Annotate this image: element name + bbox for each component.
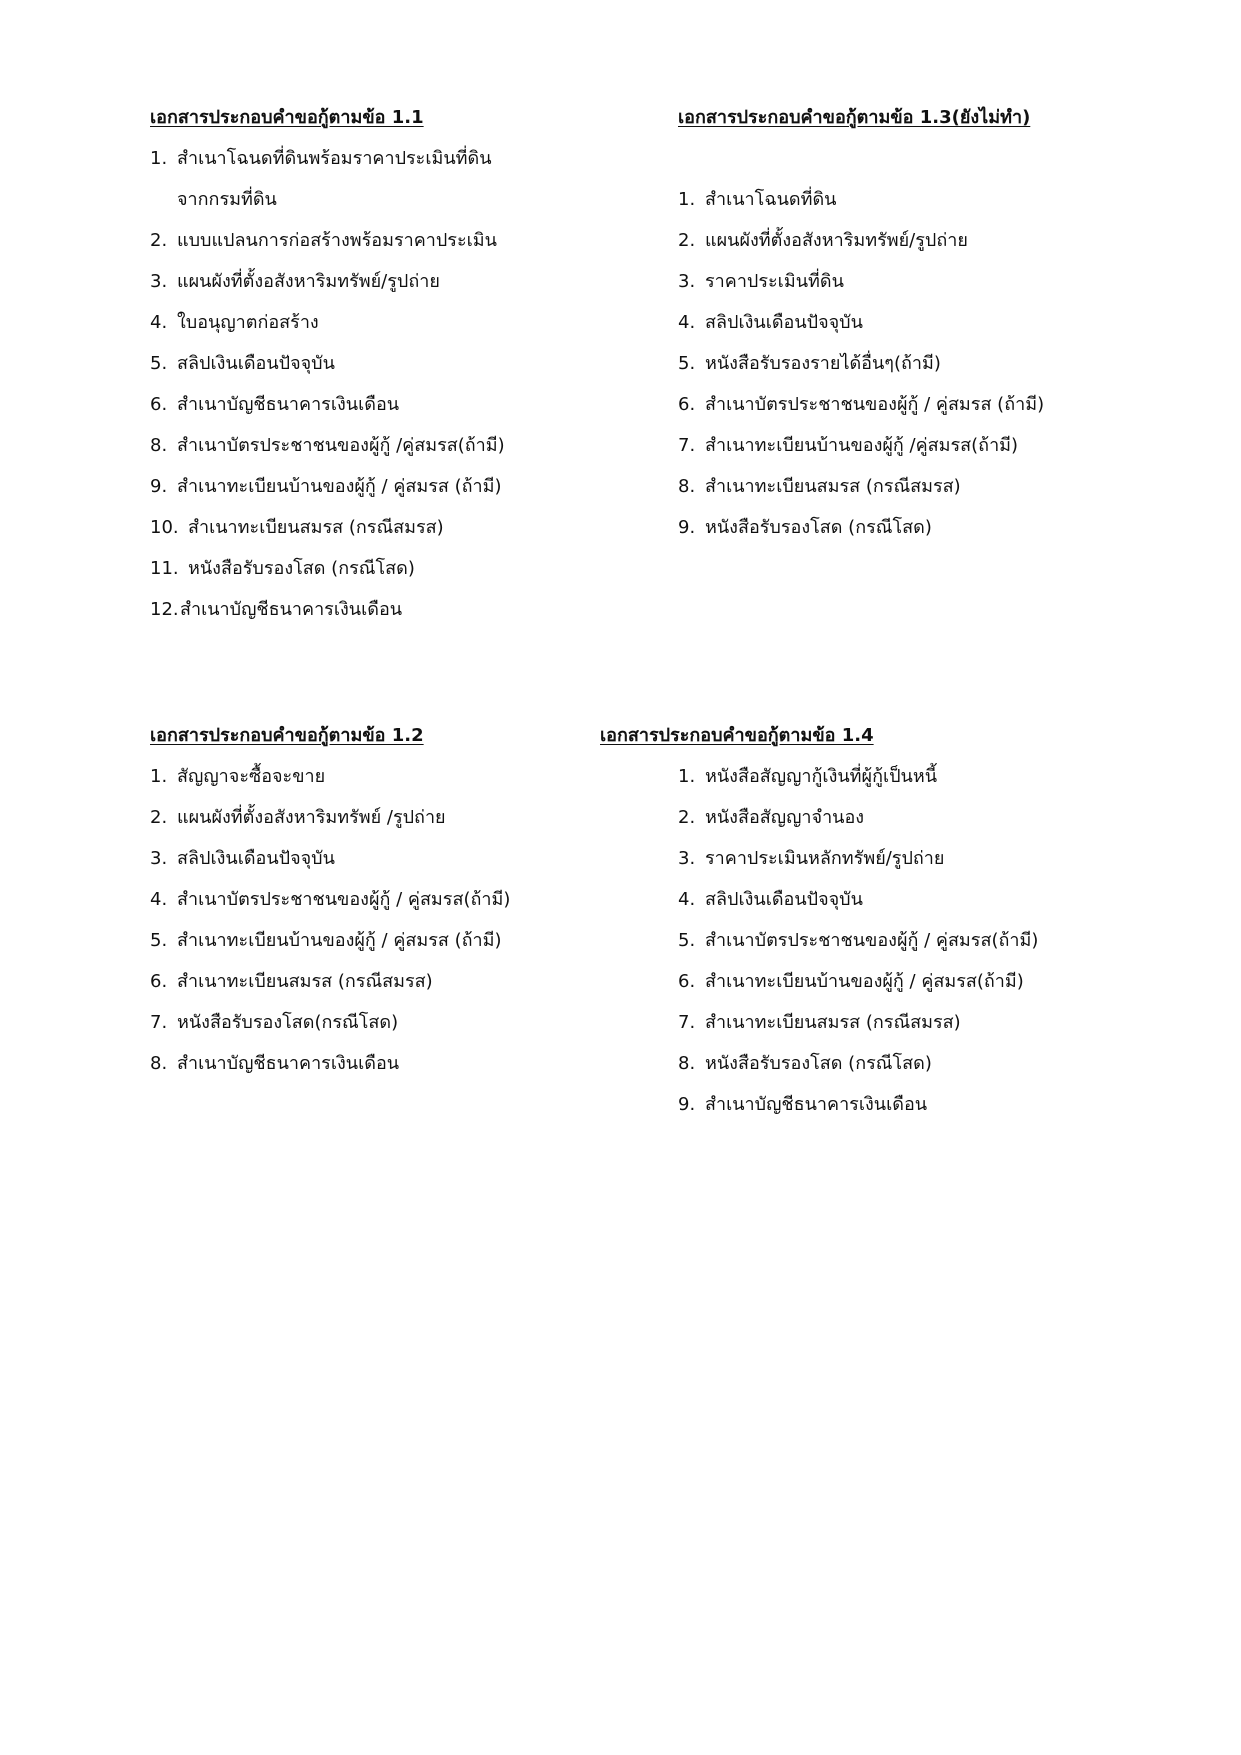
- item-number: 3.: [150, 848, 168, 869]
- item-number: 8.: [150, 1053, 168, 1074]
- item-number: 4.: [678, 312, 696, 333]
- item-text: หนังสือรับรองโสด (กรณีโสด): [705, 1053, 932, 1074]
- item-number: 2.: [678, 807, 696, 828]
- list-item: [678, 516, 1044, 557]
- item-text: หนังสือรับรองโสด(กรณีโสด): [177, 1012, 399, 1033]
- item-text: แผนผังที่ตั้งอสังหาริมทรัพย์ /รูปถ่าย: [177, 807, 446, 828]
- section-1-2-list: [150, 765, 510, 1093]
- item-text: สลิปเงินเดือนปัจจุบัน: [705, 889, 863, 910]
- section-1-4-title: เอกสารประกอบคำขอกู้ตามข้อ 1.4: [600, 725, 874, 746]
- item-text: หนังสือรับรองโสด (กรณีโสด): [188, 558, 415, 579]
- list-item: [150, 516, 505, 557]
- list-item: [150, 557, 505, 598]
- list-item: [150, 229, 505, 270]
- section-1-1-title: เอกสารประกอบคำขอกู้ตามข้อ 1.1: [150, 107, 424, 128]
- list-item: [150, 311, 505, 352]
- list-item: [678, 393, 1044, 434]
- list-item: [150, 1052, 510, 1093]
- item-text: สำเนาทะเบียนบ้านของผู้กู้ / คู่สมรส(ถ้ามี): [705, 971, 1024, 992]
- list-item: [678, 311, 1044, 352]
- list-item: [678, 929, 1038, 970]
- item-text: แผนผังที่ตั้งอสังหาริมทรัพย์/รูปถ่าย: [705, 230, 968, 251]
- item-number: 7.: [678, 435, 696, 456]
- item-number: 9.: [678, 1094, 696, 1115]
- item-number: 2.: [150, 807, 168, 828]
- list-item: [150, 888, 510, 929]
- item-text: สำเนาบัญชีธนาคารเงินเดือน: [177, 1053, 400, 1074]
- list-item: [150, 598, 505, 639]
- item-text: สลิปเงินเดือนปัจจุบัน: [177, 353, 335, 374]
- item-text: สำเนาโฉนดที่ดินพร้อมราคาประเมินที่ดิน: [177, 148, 492, 169]
- item-text: สำเนาทะเบียนสมรส (กรณีสมรส): [177, 971, 433, 992]
- item-number: 4.: [150, 889, 168, 910]
- item-number: 1.: [150, 148, 168, 169]
- item-number: 3.: [150, 271, 168, 292]
- section-1-3-title: เอกสารประกอบคำขอกู้ตามข้อ 1.3(ยังไม่ทำ): [678, 107, 1031, 128]
- item-number: 10.: [150, 517, 179, 538]
- item-number: 9.: [678, 517, 696, 538]
- list-item: [678, 434, 1044, 475]
- item-number: 12.: [150, 599, 179, 620]
- item-number: 9.: [150, 476, 168, 497]
- item-number: 8.: [150, 435, 168, 456]
- list-item: [678, 847, 1038, 888]
- item-text: สำเนาทะเบียนบ้านของผู้กู้ / คู่สมรส (ถ้ามี): [177, 476, 502, 497]
- list-item: [678, 888, 1038, 929]
- list-item: [678, 970, 1038, 1011]
- item-number: 8.: [678, 1053, 696, 1074]
- item-number: 1.: [678, 189, 696, 210]
- list-item: [678, 806, 1038, 847]
- item-text: หนังสือรับรองโสด (กรณีโสด): [705, 517, 932, 538]
- list-item: [678, 1011, 1038, 1052]
- list-item: [150, 806, 510, 847]
- item-number: 4.: [150, 312, 168, 333]
- item-text: แบบแปลนการก่อสร้างพร้อมราคาประเมิน: [177, 230, 497, 251]
- item-text: แผนผังที่ตั้งอสังหาริมทรัพย์/รูปถ่าย: [177, 271, 440, 292]
- item-number: 5.: [678, 353, 696, 374]
- list-item: [150, 147, 505, 188]
- list-item: [678, 765, 1038, 806]
- section-1-2: [150, 724, 510, 1093]
- item-number: 6.: [678, 394, 696, 415]
- item-text: สำเนาทะเบียนสมรส (กรณีสมรส): [188, 517, 444, 538]
- item-text: สัญญาจะซื้อจะขาย: [177, 766, 326, 787]
- item-text: สำเนาทะเบียนบ้านของผู้กู้ /คู่สมรส(ถ้ามี): [705, 435, 1019, 456]
- item-text: หนังสือสัญญาจำนอง: [705, 807, 865, 828]
- item-text: สลิปเงินเดือนปัจจุบัน: [177, 848, 335, 869]
- item-text: สำเนาโฉนดที่ดิน: [705, 189, 837, 210]
- item-text: สำเนาบัตรประชาชนของผู้กู้ / คู่สมรส(ถ้ามี): [177, 889, 511, 910]
- item-number: 1.: [150, 766, 168, 787]
- section-1-4: [678, 765, 1038, 1134]
- list-item: [150, 352, 505, 393]
- item-number: 7.: [150, 1012, 168, 1033]
- list-item: [678, 352, 1044, 393]
- list-item: [678, 1052, 1038, 1093]
- item-text: สำเนาบัตรประชาชนของผู้กู้ / คู่สมรส (ถ้ามี): [705, 394, 1045, 415]
- section-1-1: [150, 106, 505, 639]
- list-item: [678, 188, 1044, 229]
- list-item: [150, 475, 505, 516]
- item-number: 3.: [678, 271, 696, 292]
- item-number: 5.: [150, 930, 168, 951]
- item-text: หนังสือสัญญากู้เงินที่ผู้กู้เป็นหนี้: [705, 766, 938, 787]
- item-number: 7.: [678, 1012, 696, 1033]
- list-item: [150, 1011, 510, 1052]
- item-text: สำเนาทะเบียนสมรส (กรณีสมรส): [705, 476, 961, 497]
- item-number: 2.: [150, 230, 168, 251]
- item-text: สำเนาทะเบียนบ้านของผู้กู้ / คู่สมรส (ถ้ามี): [177, 930, 502, 951]
- list-item: [678, 475, 1044, 516]
- list-item: [150, 393, 505, 434]
- list-item: [150, 765, 510, 806]
- item-text: ใบอนุญาตก่อสร้าง: [177, 312, 319, 333]
- item-number: 3.: [678, 848, 696, 869]
- list-item: [678, 270, 1044, 311]
- item-text: สำเนาบัตรประชาชนของผู้กู้ /คู่สมรส(ถ้ามี): [177, 435, 505, 456]
- list-item: [150, 929, 510, 970]
- item-number: 6.: [678, 971, 696, 992]
- item-text: ราคาประเมินหลักทรัพย์/รูปถ่าย: [705, 848, 945, 869]
- item-number: 1.: [678, 766, 696, 787]
- item-number: 5.: [678, 930, 696, 951]
- list-item: [678, 229, 1044, 270]
- item-text: สำเนาบัญชีธนาคารเงินเดือน: [705, 1094, 928, 1115]
- item-number: 8.: [678, 476, 696, 497]
- item-number: 5.: [150, 353, 168, 374]
- list-item: [150, 270, 505, 311]
- item-text: สำเนาทะเบียนสมรส (กรณีสมรส): [705, 1012, 961, 1033]
- item-text: ราคาประเมินที่ดิน: [705, 271, 844, 292]
- item-number: 11.: [150, 558, 179, 579]
- list-item: [150, 970, 510, 1011]
- list-item: [678, 1093, 1038, 1134]
- item-number: 2.: [678, 230, 696, 251]
- section-1-3-list: [678, 188, 1044, 557]
- section-1-1-list: [150, 147, 505, 639]
- section-1-4-list: [678, 765, 1038, 1134]
- item-number: 6.: [150, 971, 168, 992]
- item-number: 6.: [150, 394, 168, 415]
- list-item: [150, 847, 510, 888]
- item-text: สลิปเงินเดือนปัจจุบัน: [705, 312, 863, 333]
- section-1-3: [678, 106, 1044, 557]
- item-text: สำเนาบัตรประชาชนของผู้กู้ / คู่สมรส(ถ้ามี): [705, 930, 1039, 951]
- item-text: หนังสือรับรองรายได้อื่นๆ(ถ้ามี): [705, 353, 941, 374]
- list-item-continuation: จากกรมที่ดิน: [177, 189, 277, 210]
- item-text: สำเนาบัญชีธนาคารเงินเดือน: [180, 599, 403, 620]
- item-number: 4.: [678, 889, 696, 910]
- section-1-2-title: เอกสารประกอบคำขอกู้ตามข้อ 1.2: [150, 725, 424, 746]
- list-item: [150, 434, 505, 475]
- item-text: สำเนาบัญชีธนาคารเงินเดือน: [177, 394, 400, 415]
